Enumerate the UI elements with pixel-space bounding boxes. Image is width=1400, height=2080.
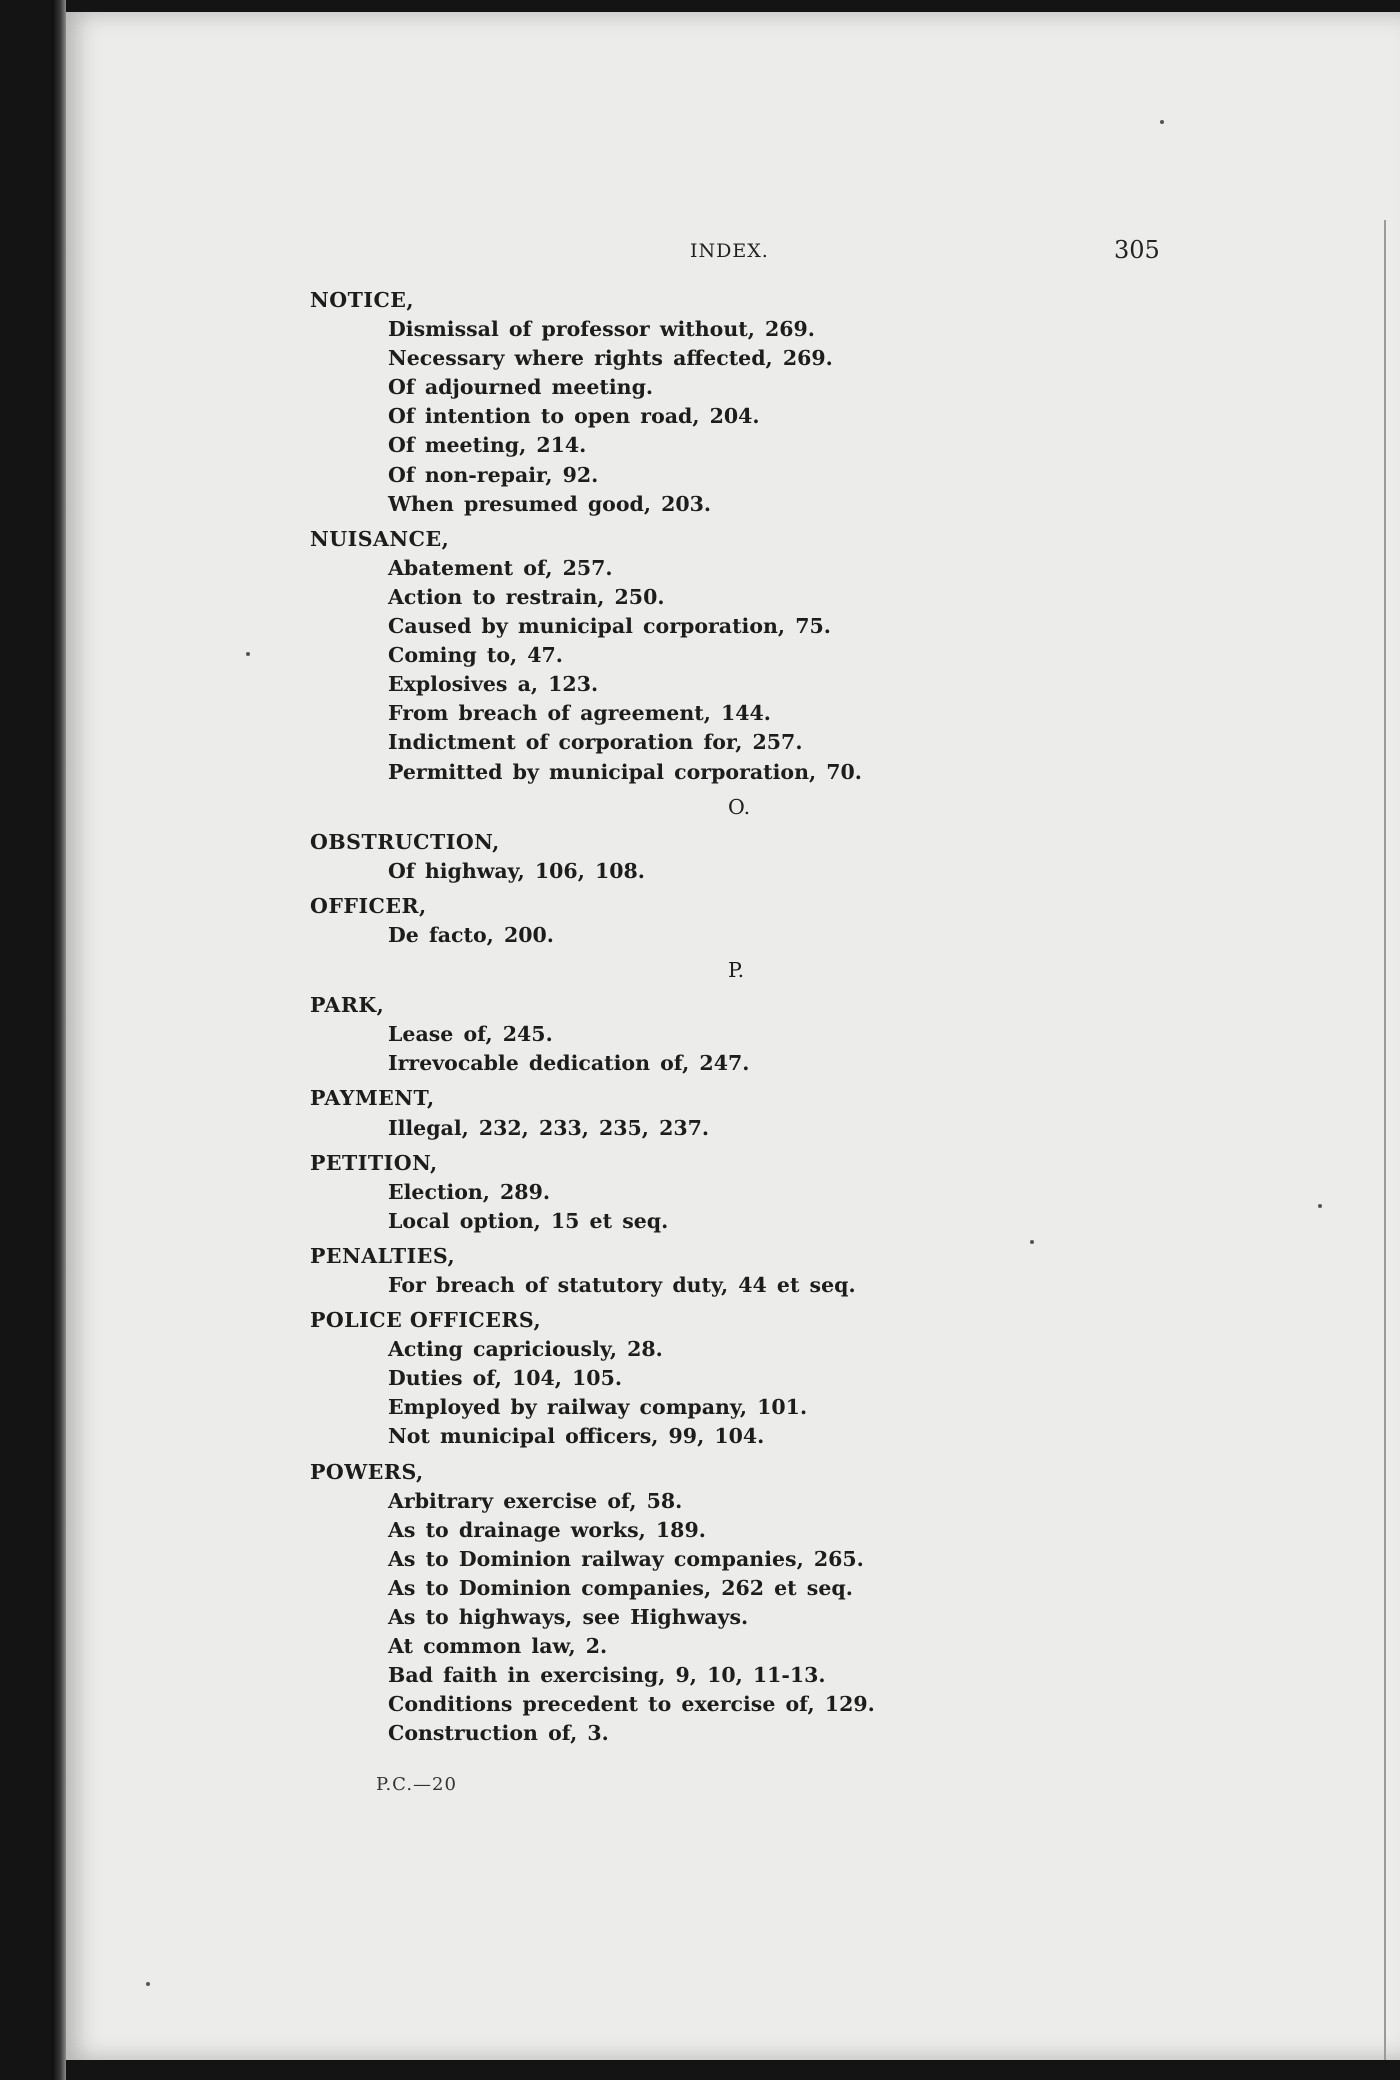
section-letter: P. — [728, 958, 745, 983]
index-subentry: Of non-repair, 92. — [388, 462, 599, 487]
book-gutter — [52, 0, 66, 2080]
index-subentry: De facto, 200. — [388, 922, 554, 947]
index-subentry: Coming to, 47. — [388, 643, 563, 668]
index-subentry: Illegal, 232, 233, 235, 237. — [388, 1115, 710, 1140]
index-subentry: Of adjourned meeting. — [388, 375, 654, 400]
index-heading: PAYMENT, — [310, 1086, 435, 1111]
index-list — [310, 286, 1210, 1749]
section-letter: O. — [728, 794, 751, 819]
paper-speck — [146, 1982, 150, 1986]
index-heading: PARK, — [310, 993, 385, 1018]
index-heading: POLICE OFFICERS, — [310, 1308, 542, 1333]
index-heading: POWERS, — [310, 1459, 424, 1484]
signature-mark: P.C.—20 — [376, 1774, 457, 1795]
index-subentry: As to Dominion companies, 262 et seq. — [388, 1575, 853, 1600]
index-subentry: Dismissal of professor without, 269. — [388, 317, 815, 342]
index-subentry: Permitted by municipal corporation, 70. — [388, 759, 862, 784]
index-subentry: As to highways, see Highways. — [388, 1605, 749, 1630]
index-subentry: Bad faith in exercising, 9, 10, 11-13. — [388, 1663, 826, 1688]
index-heading: NOTICE, — [310, 288, 415, 312]
paper-speck — [1318, 1204, 1322, 1208]
index-heading: NUISANCE, — [310, 526, 450, 551]
index-subentry: As to Dominion railway companies, 265. — [388, 1546, 864, 1571]
paper-speck — [1030, 1240, 1034, 1244]
index-subentry: Of highway, 106, 108. — [388, 858, 645, 883]
index-subentry: Explosives a, 123. — [388, 672, 599, 697]
index-subentry: Local option, 15 et seq. — [388, 1208, 669, 1233]
running-title: INDEX. — [690, 240, 769, 262]
paper-speck — [246, 652, 250, 656]
index-subentry: Irrevocable dedication of, 247. — [388, 1051, 750, 1076]
index-subentry: Abatement of, 257. — [388, 555, 613, 580]
paper-speck — [1160, 120, 1164, 124]
index-subentry: For breach of statutory duty, 44 et seq. — [388, 1273, 856, 1297]
index-subentry: As to drainage works, 189. — [388, 1517, 706, 1542]
index-subentry: Election, 289. — [388, 1179, 550, 1204]
index-subentry: Employed by railway company, 101. — [388, 1395, 808, 1420]
index-subentry: Arbitrary exercise of, 58. — [388, 1488, 683, 1513]
index-heading: PETITION, — [310, 1150, 438, 1175]
index-subentry: Conditions precedent to exercise of, 129. — [388, 1692, 875, 1717]
page-edge — [1384, 220, 1386, 2060]
page-number: 305 — [1114, 236, 1160, 264]
index-heading: PENALTIES, — [310, 1243, 456, 1268]
index-heading: OFFICER, — [310, 893, 427, 918]
index-subentry: Lease of, 245. — [388, 1022, 553, 1047]
index-subentry: Indictment of corporation for, 257. — [388, 730, 803, 755]
index-subentry: Action to restrain, 250. — [388, 584, 665, 609]
index-subentry: Of intention to open road, 204. — [388, 404, 760, 429]
index-subentry: Acting capriciously, 28. — [388, 1337, 663, 1362]
index-heading: OBSTRUCTION, — [310, 829, 500, 854]
index-subentry: Necessary where rights affected, 269. — [388, 346, 833, 371]
index-subentry: Caused by municipal corporation, 75. — [388, 614, 831, 639]
index-subentry: Not municipal officers, 99, 104. — [388, 1424, 765, 1449]
index-subentry: Duties of, 104, 105. — [388, 1366, 622, 1391]
index-subentry: Of meeting, 214. — [388, 433, 587, 458]
index-subentry: From breach of agreement, 144. — [388, 701, 771, 726]
index-subentry: When presumed good, 203. — [388, 491, 712, 516]
index-subentry: Construction of, 3. — [388, 1721, 609, 1746]
index-subentry: At common law, 2. — [388, 1634, 608, 1659]
